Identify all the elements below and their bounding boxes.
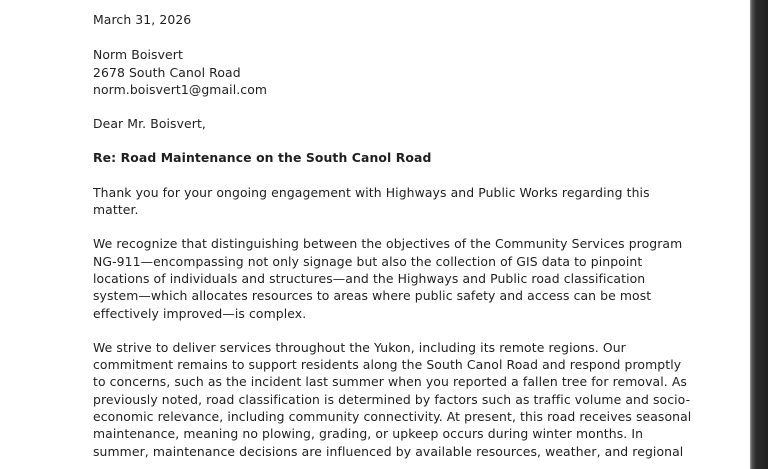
page-edge-shadow xyxy=(750,0,768,469)
recipient-street-address: 2678 South Canol Road xyxy=(93,64,241,80)
paragraph-line: We recognize that distinguishing between the objectives of the Community Services program xyxy=(93,236,683,252)
paragraph-line: to concerns, such as the incident last summer when you reported a fallen tree for removal. As xyxy=(93,374,687,390)
letter-date: March 31, 2026 xyxy=(93,12,192,27)
paragraph-line: matter. xyxy=(93,202,139,218)
paragraph-line: commitment remains to support residents along the South Canol Road and respond promptly xyxy=(93,357,682,373)
paragraph-recognition xyxy=(93,235,683,321)
paragraph-line: previously noted, road classification is determined by factors such as traffic volume and socio- xyxy=(93,391,691,407)
letter-body xyxy=(93,11,692,469)
paragraph-line: We strive to deliver services throughout the Yukon, including its remote regions. Our xyxy=(93,339,626,355)
paragraph-line: system—which allocates resources to areas where public safety and access can be most xyxy=(93,288,652,304)
paragraph-line: NG-911—encompassing not only signage but also the collection of GIS data to pinpoint xyxy=(93,253,643,269)
paragraph-thanks xyxy=(93,184,653,219)
subject-line: Re: Road Maintenance on the South Canol Road xyxy=(93,150,432,166)
paragraph-line: maintenance, meaning no plowing, grading, or upkeep occurs during winter months. In xyxy=(93,426,644,442)
paragraph-line: effectively improved—is complex. xyxy=(93,305,307,321)
recipient-name: Norm Boisvert xyxy=(93,47,183,63)
recipient-email: norm.boisvert1@gmail.com xyxy=(93,81,268,97)
paragraph-services xyxy=(93,339,692,460)
salutation: Dear Mr. Boisvert, xyxy=(93,116,206,132)
paragraph-line: locations of individuals and structures—and the Highways and Public road classification xyxy=(93,270,646,286)
paragraph-line: economic relevance, including community connectivity. At present, this road receives seasonal xyxy=(93,409,692,425)
recipient-address-block xyxy=(93,46,653,98)
paragraph-line: summer, maintenance decisions are influenced by available resources, weather, and regional xyxy=(93,443,684,459)
paragraph-line: Thank you for your ongoing engagement with Highways and Public Works regarding this xyxy=(93,184,650,200)
